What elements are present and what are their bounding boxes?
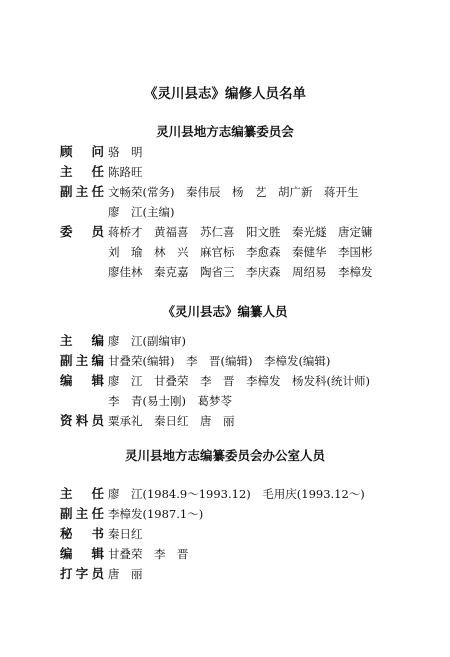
row-value: 唐 丽 [108, 567, 143, 581]
row-label: 副主编 [60, 353, 104, 368]
row-value: 秦日红 [108, 527, 143, 541]
row-label: 秘书 [60, 526, 104, 541]
row-value: 蒋桥才 黄福喜 苏仁喜 阳文胜 秦光燧 唐定镛 [108, 225, 373, 239]
row-value: 李樟发(1987.1～) [108, 507, 204, 521]
row-label: 主任 [60, 164, 104, 179]
row-value: 甘叠荣(编辑) 李 晋(编辑) 李樟发(编辑) [108, 354, 331, 368]
row-value: 廖 江(副编审) [108, 334, 186, 348]
row-label: 副主任 [60, 184, 104, 199]
row-value: 甘叠荣 李 晋 [108, 547, 189, 561]
section-heading-committee: 灵川县地方志编纂委员会 [156, 124, 294, 139]
section-heading-office: 灵川县地方志编纂委员会办公室人员 [124, 448, 325, 463]
row-label: 资料员 [60, 413, 104, 428]
row-value: 廖 江(主编) [108, 205, 175, 219]
row-value: 刘 瑜 林 兴 麻官标 李愈森 秦健华 李国彬 [108, 245, 373, 259]
page-title: 《灵川县志》编修人员名单 [144, 86, 306, 102]
row-value: 李 青(易士刚) 葛梦苓 [108, 394, 232, 408]
section-heading-editors: 《灵川县志》编纂人员 [162, 304, 288, 319]
row-label: 顾问 [60, 144, 104, 159]
row-label: 编辑 [60, 546, 104, 561]
row-value: 廖 江 甘叠荣 李 晋 李樟发 杨发科(统计师) [108, 374, 370, 388]
row-value: 廖佳林 秦克嘉 陶省三 李庆森 周绍易 李樟发 [108, 265, 373, 279]
row-value: 陈路旺 [108, 165, 143, 179]
row-label: 打字员 [60, 566, 104, 581]
row-label: 主任 [60, 486, 104, 501]
row-value: 文畅荣(常务) 秦伟辰 杨 艺 胡广新 蒋开生 [108, 185, 359, 199]
row-value: 粟承礼 秦日红 唐 丽 [108, 414, 235, 428]
row-label: 主编 [60, 333, 104, 348]
row-label: 副主任 [60, 506, 104, 521]
row-value: 骆 明 [108, 145, 143, 159]
row-label: 编辑 [60, 373, 104, 388]
row-value: 廖 江(1984.9～1993.12) 毛用庆(1993.12～) [108, 487, 365, 501]
row-label: 委员 [60, 224, 104, 239]
